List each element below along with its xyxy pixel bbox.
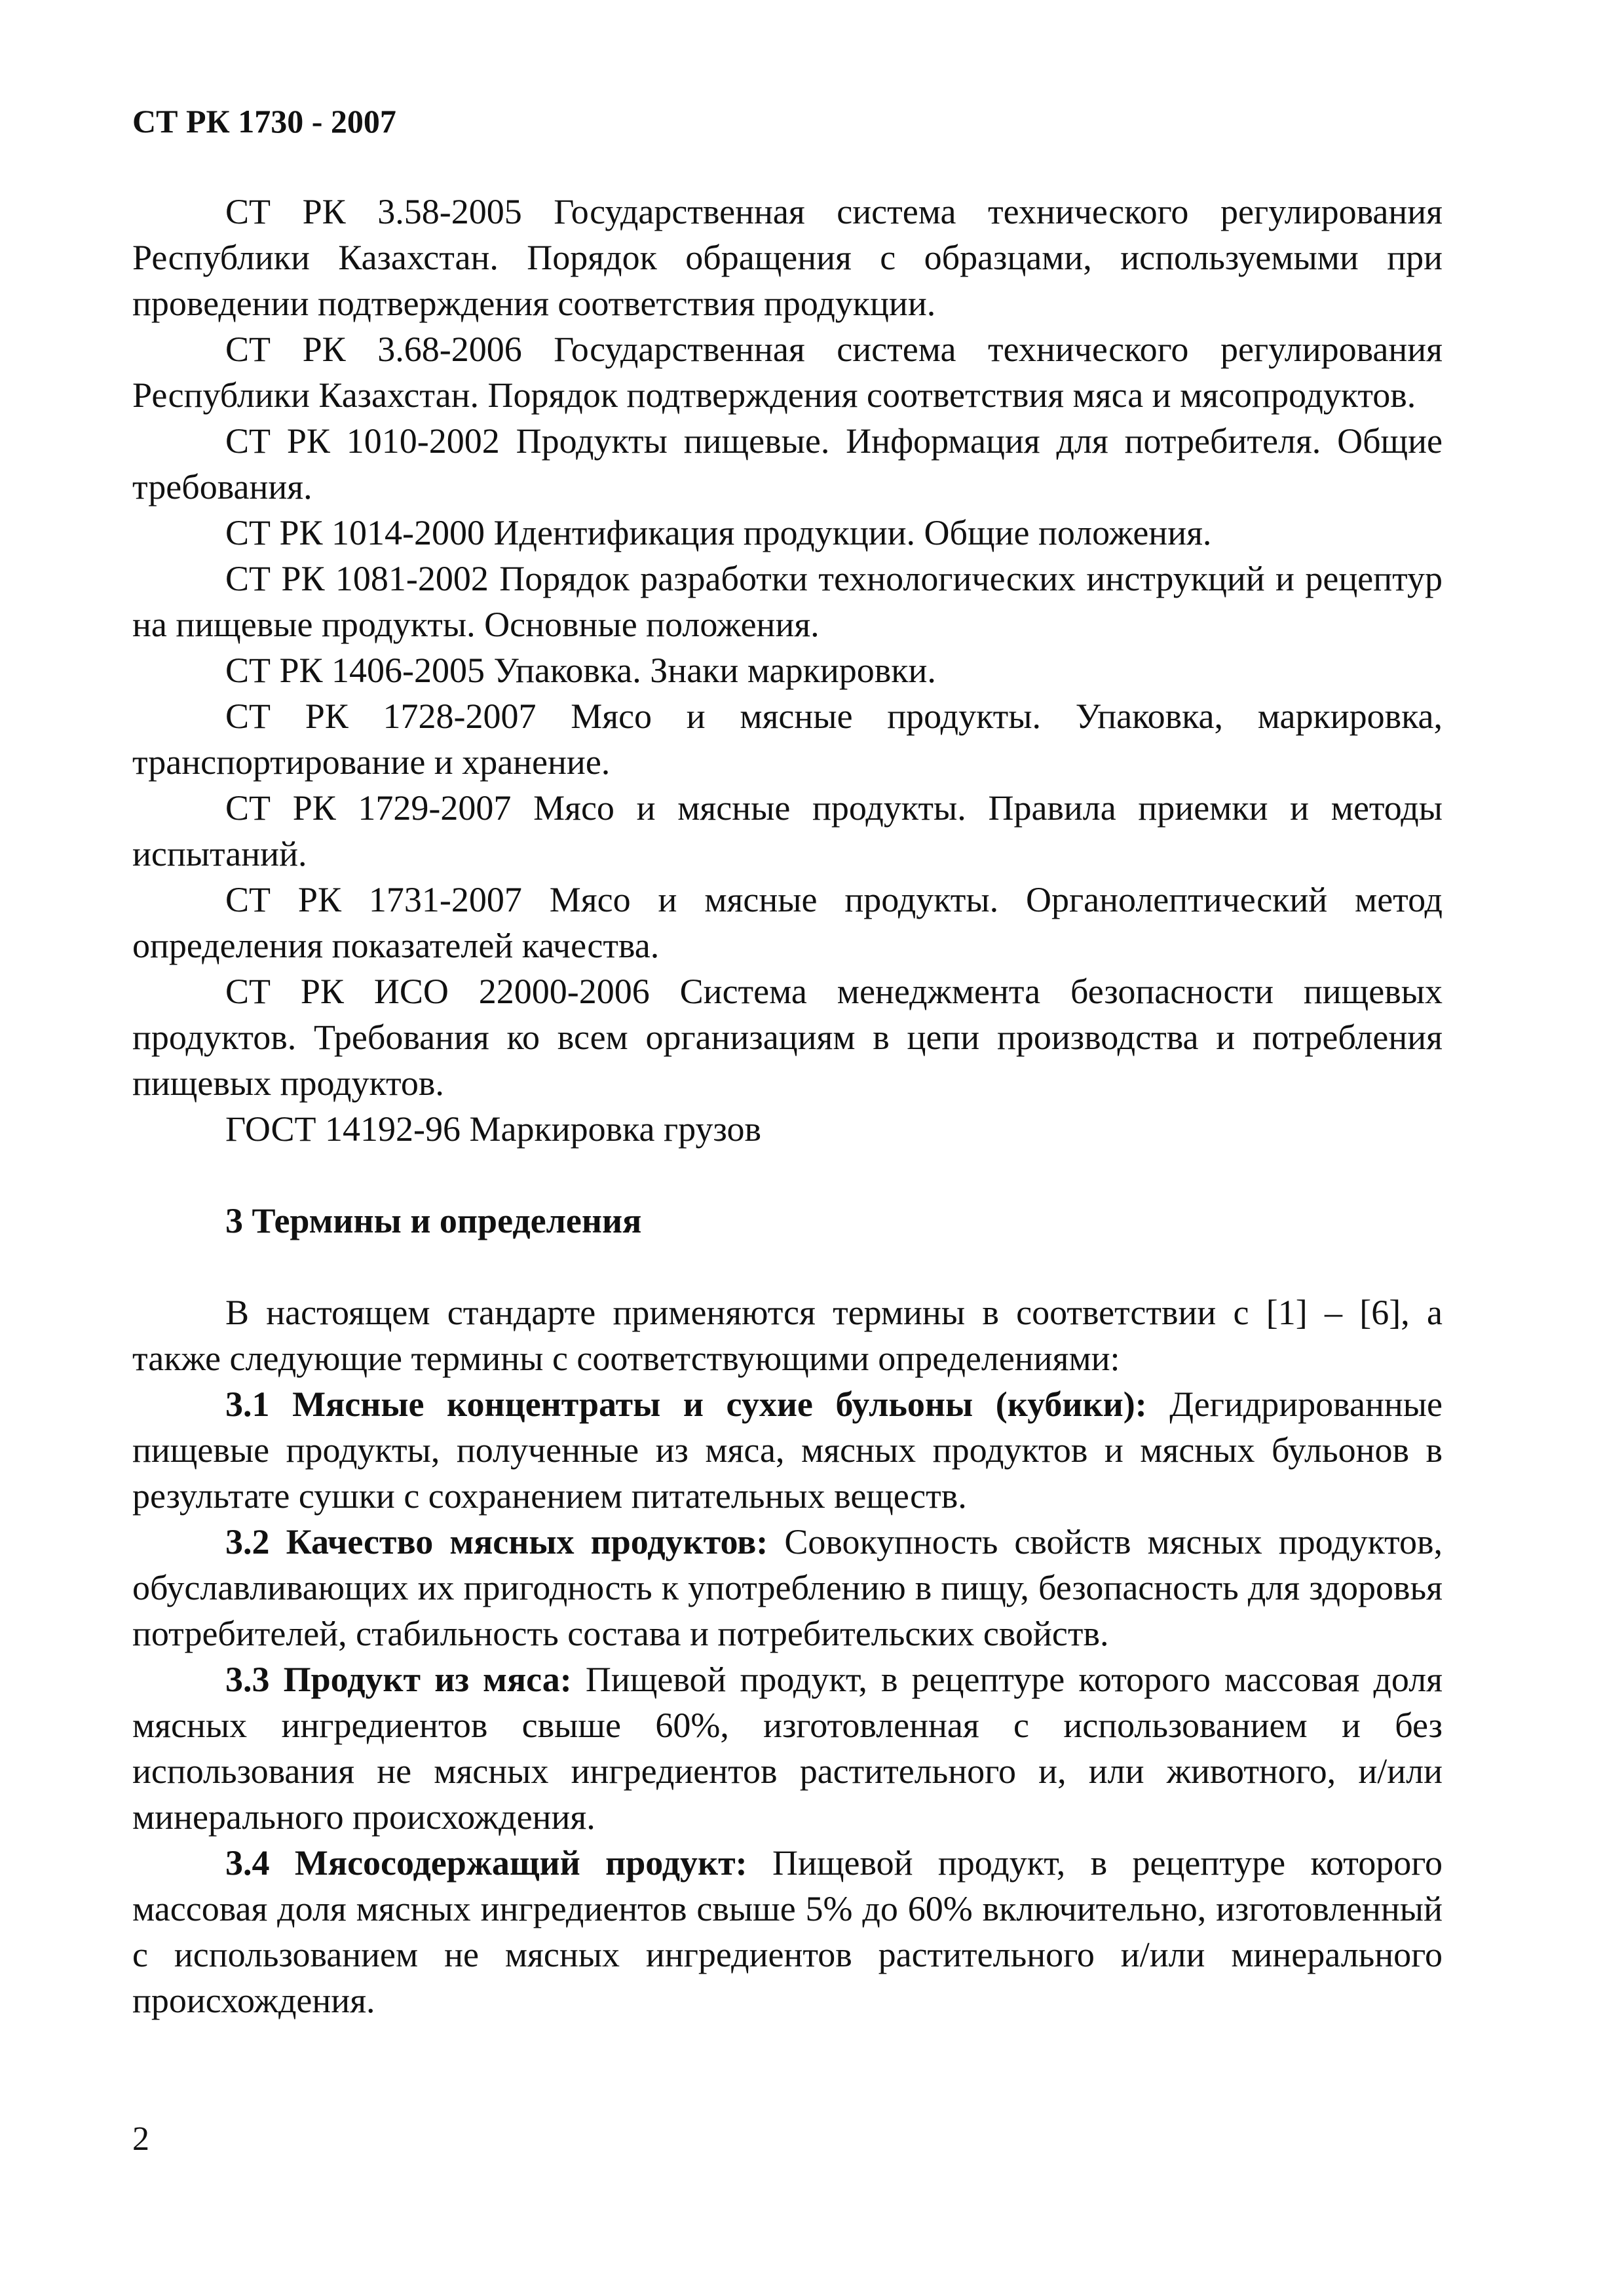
reference-item: СТ РК 1014-2000 Идентификация продукции. Общие положения. bbox=[225, 513, 1212, 552]
reference-item: СТ РК 1731-2007 Мясо и мясные продукты. Органолептический метод определения показателей качества. bbox=[132, 880, 1443, 965]
term-definition bbox=[132, 1381, 1443, 1519]
term-label: 3.4 Мясосодержащий продукт: bbox=[225, 1843, 747, 1883]
page-number: 2 bbox=[132, 2120, 149, 2158]
term-definition bbox=[132, 1519, 1443, 1656]
term-label: 3.2 Качество мясных продуктов: bbox=[225, 1522, 768, 1561]
reference-item: СТ РК 1728-2007 Мясо и мясные продукты. Упаковка, маркировка, транспортирование и хранение. bbox=[132, 697, 1443, 782]
spacer bbox=[132, 1244, 1443, 1290]
reference-item: СТ РК 1010-2002 Продукты пищевые. Информация для потребителя. Общие требования. bbox=[132, 421, 1443, 507]
section-heading: 3 Термины и определения bbox=[225, 1201, 642, 1240]
term-label: 3.3 Продукт из мяса: bbox=[225, 1660, 572, 1699]
reference-item: СТ РК 1729-2007 Мясо и мясные продукты. Правила приемки и методы испытаний. bbox=[132, 788, 1443, 873]
term-text: Пищевой продукт, в рецептуре которого массовая доля мясных ингредиентов свыше 5% до 60% включительно, изготовленный с использованием не мясных ингредиентов растительного и/или минерального происхождения. bbox=[132, 1843, 1443, 2020]
document-header: СТ РК 1730 - 2007 bbox=[132, 103, 396, 140]
spacer bbox=[132, 1152, 1443, 1198]
term-label: 3.1 Мясные концентраты и сухие бульоны (кубики): bbox=[225, 1385, 1147, 1424]
term-definition bbox=[132, 1840, 1443, 2023]
reference-item: СТ РК ИСО 22000-2006 Система менеджмента безопасности пищевых продуктов. Требования ко всем организациям в цепи производства и потребления пищевых продуктов. bbox=[132, 972, 1443, 1103]
term-definition bbox=[132, 1656, 1443, 1840]
section-intro: В настоящем стандарте применяются термины в соответствии с [1] – [6], а также следующие термины с соответствующими определениями: bbox=[132, 1293, 1443, 1378]
term-text: Пищевой продукт, в рецептуре которого массовая доля мясных ингредиентов свыше 60%, изготовленная с использованием и без использования не мясных ингредиентов растительного и, или животного, и/или минерального происхождения. bbox=[132, 1660, 1443, 1837]
reference-item: СТ РК 1406-2005 Упаковка. Знаки маркировки. bbox=[225, 651, 936, 690]
reference-item: СТ РК 3.58-2005 Государственная система технического регулирования Республики Казахстан. Порядок обращения с образцами, используемыми при проведении подтверждения соответствия продукции. bbox=[132, 192, 1443, 323]
reference-item: ГОСТ 14192-96 Маркировка грузов bbox=[225, 1109, 761, 1149]
term-text: Совокупность свойств мясных продуктов, обуславливающих их пригодность к употреблению в пищу, безопасность для здоровья потребителей, стабильность состава и потребительских свойств. bbox=[132, 1522, 1443, 1653]
reference-item: СТ РК 1081-2002 Порядок разработки технологических инструкций и рецептур на пищевые продукты. Основные положения. bbox=[132, 559, 1443, 644]
document-body bbox=[132, 189, 1443, 2023]
reference-item: СТ РК 3.68-2006 Государственная система технического регулирования Республики Казахстан. Порядок подтверждения соответствия мяса и мясопродуктов. bbox=[132, 330, 1443, 415]
term-text: Дегидрированные пищевые продукты, полученные из мяса, мясных продуктов и мясных бульонов в результате сушки с сохранением питательных веществ. bbox=[132, 1385, 1443, 1516]
